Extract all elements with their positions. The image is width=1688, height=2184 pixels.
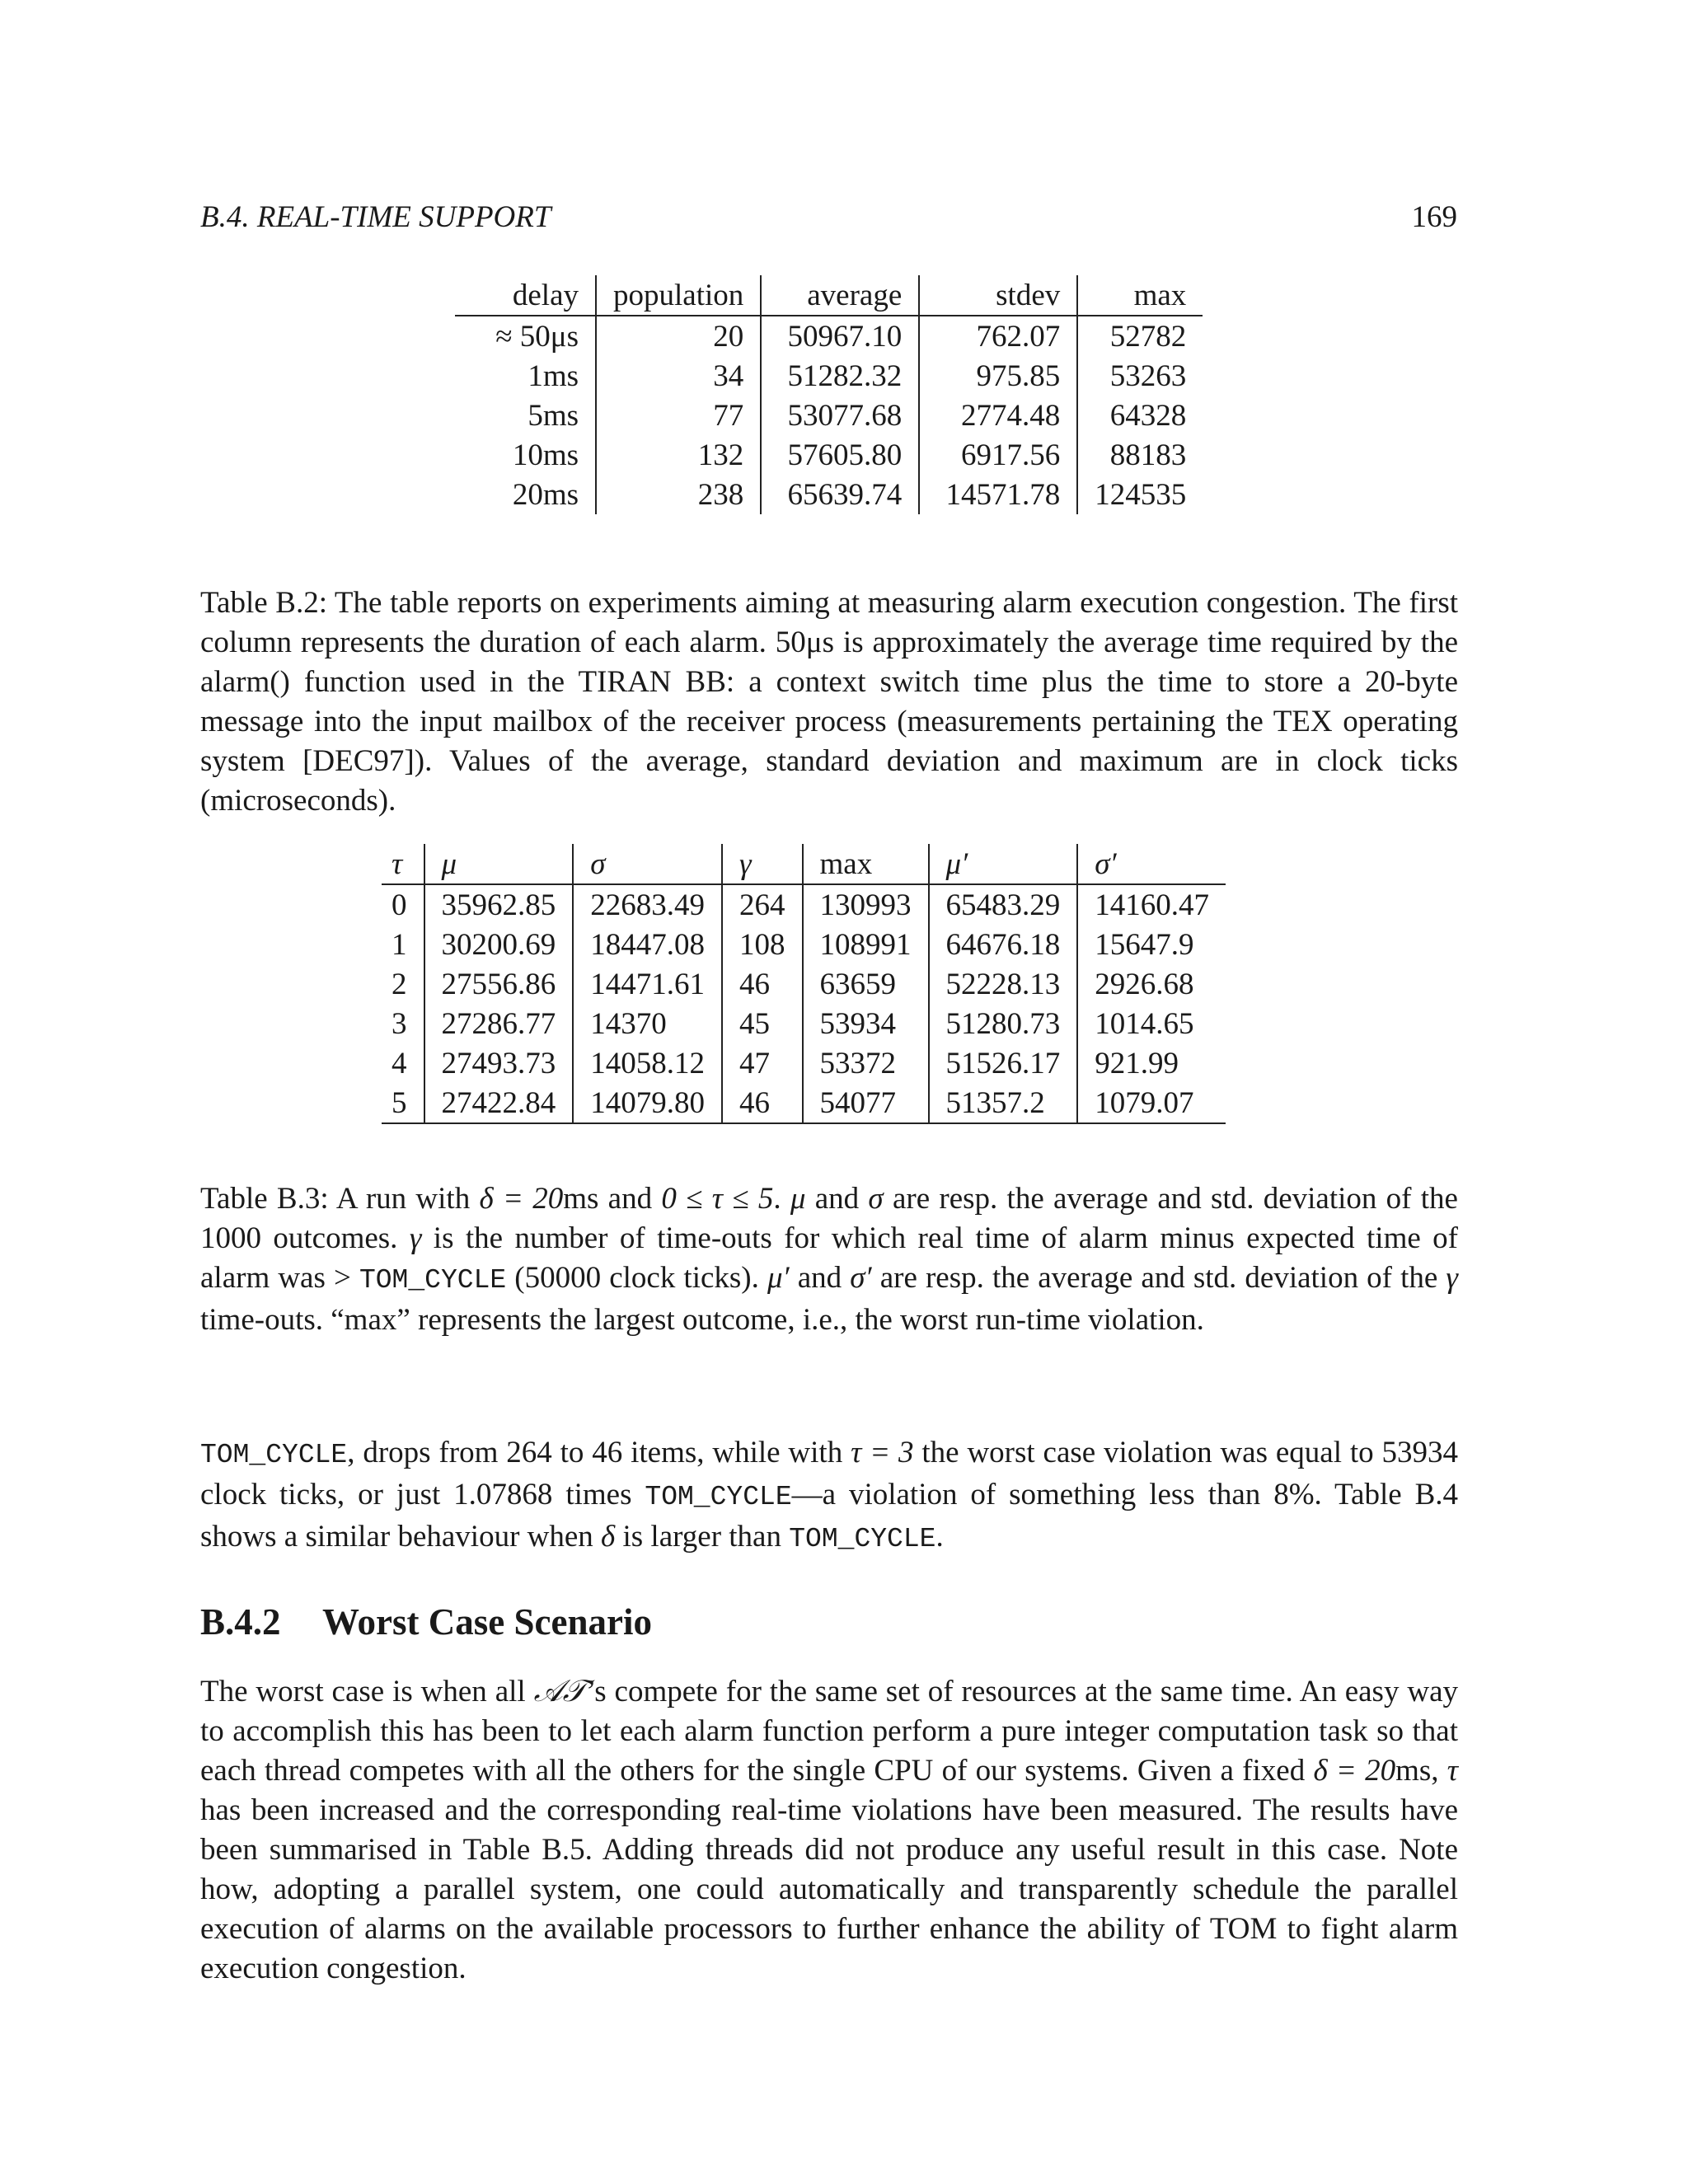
table-cell: 27493.73	[424, 1043, 574, 1083]
table-cell: 1014.65	[1077, 1004, 1226, 1043]
caption-text: .	[773, 1182, 790, 1216]
page-number: 169	[1411, 200, 1457, 234]
table-b3	[382, 844, 1226, 1124]
paragraph-text: has been increased and the corresponding real-time violations have been measured. The results have been summarised in Table B.5. Adding threads did not produce any useful result in this case. Note how, adopting a parallel system, one could automatically and transparently schedule the parallel execution of alarms on the available processors to further enhance the ability of TOM to fight alarm execution congestion.	[200, 1793, 1458, 1985]
table-cell: 1ms	[528, 359, 579, 393]
code-tom-cycle: TOM_CYCLE	[359, 1265, 507, 1296]
table-cell: 50967.10	[761, 316, 919, 356]
table-cell: 975.85	[919, 356, 1077, 396]
table-cell: 20	[596, 316, 761, 356]
table-cell: 65639.74	[761, 475, 919, 514]
math: μ	[790, 1182, 806, 1216]
table-row	[455, 356, 1203, 396]
table-cell: 53934	[803, 1004, 929, 1043]
table-cell: ≈ 50μs	[495, 319, 579, 354]
running-head: B.4. REAL-TIME SUPPORT	[200, 200, 551, 234]
table-cell: 53077.68	[761, 396, 919, 435]
body-paragraph	[200, 1433, 1458, 1559]
caption-text: ms and	[563, 1182, 662, 1216]
table-header-row	[455, 275, 1203, 316]
caption-text: A run with	[328, 1182, 480, 1216]
table-cell: 47	[722, 1043, 803, 1083]
caption-text: and	[789, 1261, 851, 1295]
column-header: population	[596, 275, 761, 316]
table-cell: 14370	[573, 1004, 722, 1043]
table-cell: 27286.77	[424, 1004, 574, 1043]
math: 𝒜𝒯	[533, 1673, 586, 1708]
table-row	[382, 1004, 1226, 1043]
table-cell: 130993	[803, 884, 929, 925]
table-cell: 921.99	[1077, 1043, 1226, 1083]
table-cell: 132	[596, 435, 761, 475]
table-cell: 27556.86	[424, 964, 574, 1004]
caption-text: are resp. the average and std. deviation of the 1000 outcomes.	[200, 1182, 1458, 1255]
table-cell: 52228.13	[929, 964, 1078, 1004]
table-cell: 14160.47	[1077, 884, 1226, 925]
table-b3-caption	[200, 1179, 1458, 1340]
table-cell: 64676.18	[929, 925, 1078, 964]
column-header: τ	[382, 844, 424, 884]
table-row	[455, 316, 1203, 356]
table-cell: 108	[722, 925, 803, 964]
caption-text: is the number of time-outs for which real time of alarm minus expected time of alarm was	[200, 1221, 1458, 1295]
math: >	[333, 1261, 351, 1295]
code-tom-cycle: TOM_CYCLE	[200, 1440, 348, 1470]
table-cell: 20ms	[512, 477, 579, 512]
column-header: stdev	[919, 275, 1077, 316]
table-cell: 264	[722, 884, 803, 925]
table-cell: 88183	[1077, 435, 1203, 475]
table-cell: 51357.2	[929, 1083, 1078, 1123]
column-header: max	[1077, 275, 1203, 316]
table-cell: 14471.61	[573, 964, 722, 1004]
table-cell: 238	[596, 475, 761, 514]
table-row	[382, 1043, 1226, 1083]
caption-label: Table B.3:	[200, 1182, 329, 1216]
paragraph-text: the worst case violation was equal to 53934 clock ticks, or just 1.07868 times	[200, 1436, 1458, 1511]
math: δ = 20	[479, 1182, 564, 1216]
table-cell: 35962.85	[424, 884, 574, 925]
table-cell: 1	[392, 927, 407, 962]
column-header: max	[803, 844, 929, 884]
table-b2-caption	[200, 583, 1458, 821]
table-row	[455, 396, 1203, 435]
table-cell: 57605.80	[761, 435, 919, 475]
paragraph-text: , drops from 264 to 46 items, while with	[347, 1436, 851, 1469]
table-cell: 5ms	[528, 398, 579, 433]
table-row	[382, 1083, 1226, 1123]
table-cell: 65483.29	[929, 884, 1078, 925]
caption-text: and	[805, 1182, 869, 1216]
caption-math: 50μs	[775, 626, 835, 659]
math: σ	[868, 1182, 884, 1216]
table-cell: 2926.68	[1077, 964, 1226, 1004]
math: τ	[1447, 1754, 1458, 1788]
table-cell: 14058.12	[573, 1043, 722, 1083]
table-cell: 27422.84	[424, 1083, 574, 1123]
table-cell: 22683.49	[573, 884, 722, 925]
caption-text	[351, 1261, 359, 1295]
column-header: μ	[424, 844, 574, 884]
paragraph-text: is larger than	[615, 1520, 790, 1554]
math: τ = 3	[851, 1436, 914, 1469]
table-cell: 77	[596, 396, 761, 435]
caption-text: time-outs. “max” represents the largest outcome, i.e., the worst run-time violation.	[200, 1303, 1204, 1337]
math: δ	[601, 1520, 616, 1554]
code-tom-cycle: TOM_CYCLE	[789, 1524, 936, 1554]
paragraph-text: ms,	[1395, 1754, 1447, 1788]
math: γ	[1446, 1261, 1458, 1295]
table-cell: 10ms	[512, 438, 579, 472]
table-cell: 46	[722, 964, 803, 1004]
table-cell: 108991	[803, 925, 929, 964]
table-row	[382, 964, 1226, 1004]
math: μ′	[767, 1261, 790, 1295]
caption-text: The table reports on experiments aiming at measuring alarm execution congestion. The first column represents the duration of each alarm.	[200, 586, 1459, 659]
table-cell: 46	[722, 1083, 803, 1123]
caption-text: is approximately the average time required by the alarm() function used in the TIRAN BB: a context switch time plus the time to store a 20-byte message into the input mailbox of the receiver process (measurements pertaining the TEX operating system [DEC97]). Values of the average, standard deviation and maximum are in clock ticks (microseconds).	[200, 626, 1458, 818]
math: σ′	[850, 1261, 872, 1295]
table-cell: 53372	[803, 1043, 929, 1083]
table-cell: 5	[382, 1083, 424, 1123]
table-row	[382, 925, 1226, 964]
table-cell: 14571.78	[919, 475, 1077, 514]
table-b2	[455, 275, 1203, 514]
table-cell: 6917.56	[919, 435, 1077, 475]
column-header: σ′	[1077, 844, 1226, 884]
table-cell: 0	[392, 888, 407, 922]
table-cell: 4	[392, 1046, 407, 1080]
body-paragraph	[200, 1671, 1458, 1989]
table-row	[382, 884, 1226, 925]
section-title: Worst Case Scenario	[322, 1601, 652, 1643]
section-number: B.4.2	[200, 1601, 281, 1643]
table-cell: 54077	[803, 1083, 929, 1123]
table-cell: 51526.17	[929, 1043, 1078, 1083]
table-cell: 63659	[803, 964, 929, 1004]
paragraph-text: .	[935, 1520, 944, 1554]
math: δ = 20	[1313, 1754, 1396, 1788]
table-cell: 14079.80	[573, 1083, 722, 1123]
table-header-row	[382, 844, 1226, 884]
caption-text: are resp. the average and std. deviation of the	[871, 1261, 1447, 1295]
table-cell: 30200.69	[424, 925, 574, 964]
paragraph-text: The worst case is when all	[200, 1675, 534, 1708]
code-tom-cycle: TOM_CYCLE	[645, 1482, 792, 1512]
table-cell: 53263	[1077, 356, 1203, 396]
table-cell: 2	[392, 967, 407, 1001]
paragraph-text: ’s compete for the same set of resources at the same time. An easy way to accomplish this has been to let each alarm function perform a pure integer computation task so that each thread competes with all the others for the single CPU of our systems. Given a fixed	[200, 1675, 1458, 1788]
column-header: average	[761, 275, 919, 316]
paragraph-text: —a violation of something less than 8%. Table B.4 shows a similar behaviour when	[200, 1478, 1458, 1554]
table-cell: 52782	[1077, 316, 1203, 356]
column-header: delay	[455, 275, 596, 316]
table-cell: 64328	[1077, 396, 1203, 435]
math: γ	[409, 1221, 422, 1255]
table-cell: 15647.9	[1077, 925, 1226, 964]
table-cell: 51282.32	[761, 356, 919, 396]
table-cell: 45	[722, 1004, 803, 1043]
table-cell: 2774.48	[919, 396, 1077, 435]
column-header: γ	[722, 844, 803, 884]
table-cell: 1079.07	[1077, 1083, 1226, 1123]
table-cell: 51280.73	[929, 1004, 1078, 1043]
section-heading	[200, 1601, 652, 1643]
table-cell: 18447.08	[573, 925, 722, 964]
table-row	[455, 435, 1203, 475]
caption-text: (50000 clock ticks).	[506, 1261, 767, 1295]
table-cell: 762.07	[919, 316, 1077, 356]
column-header: σ	[573, 844, 722, 884]
caption-label: Table B.2:	[200, 586, 327, 620]
column-header: μ′	[929, 844, 1078, 884]
table-row	[455, 475, 1203, 514]
table-cell: 34	[596, 356, 761, 396]
table-cell: 3	[392, 1006, 407, 1041]
math: 0 ≤ τ ≤ 5	[661, 1182, 774, 1216]
table-cell: 124535	[1077, 475, 1203, 514]
